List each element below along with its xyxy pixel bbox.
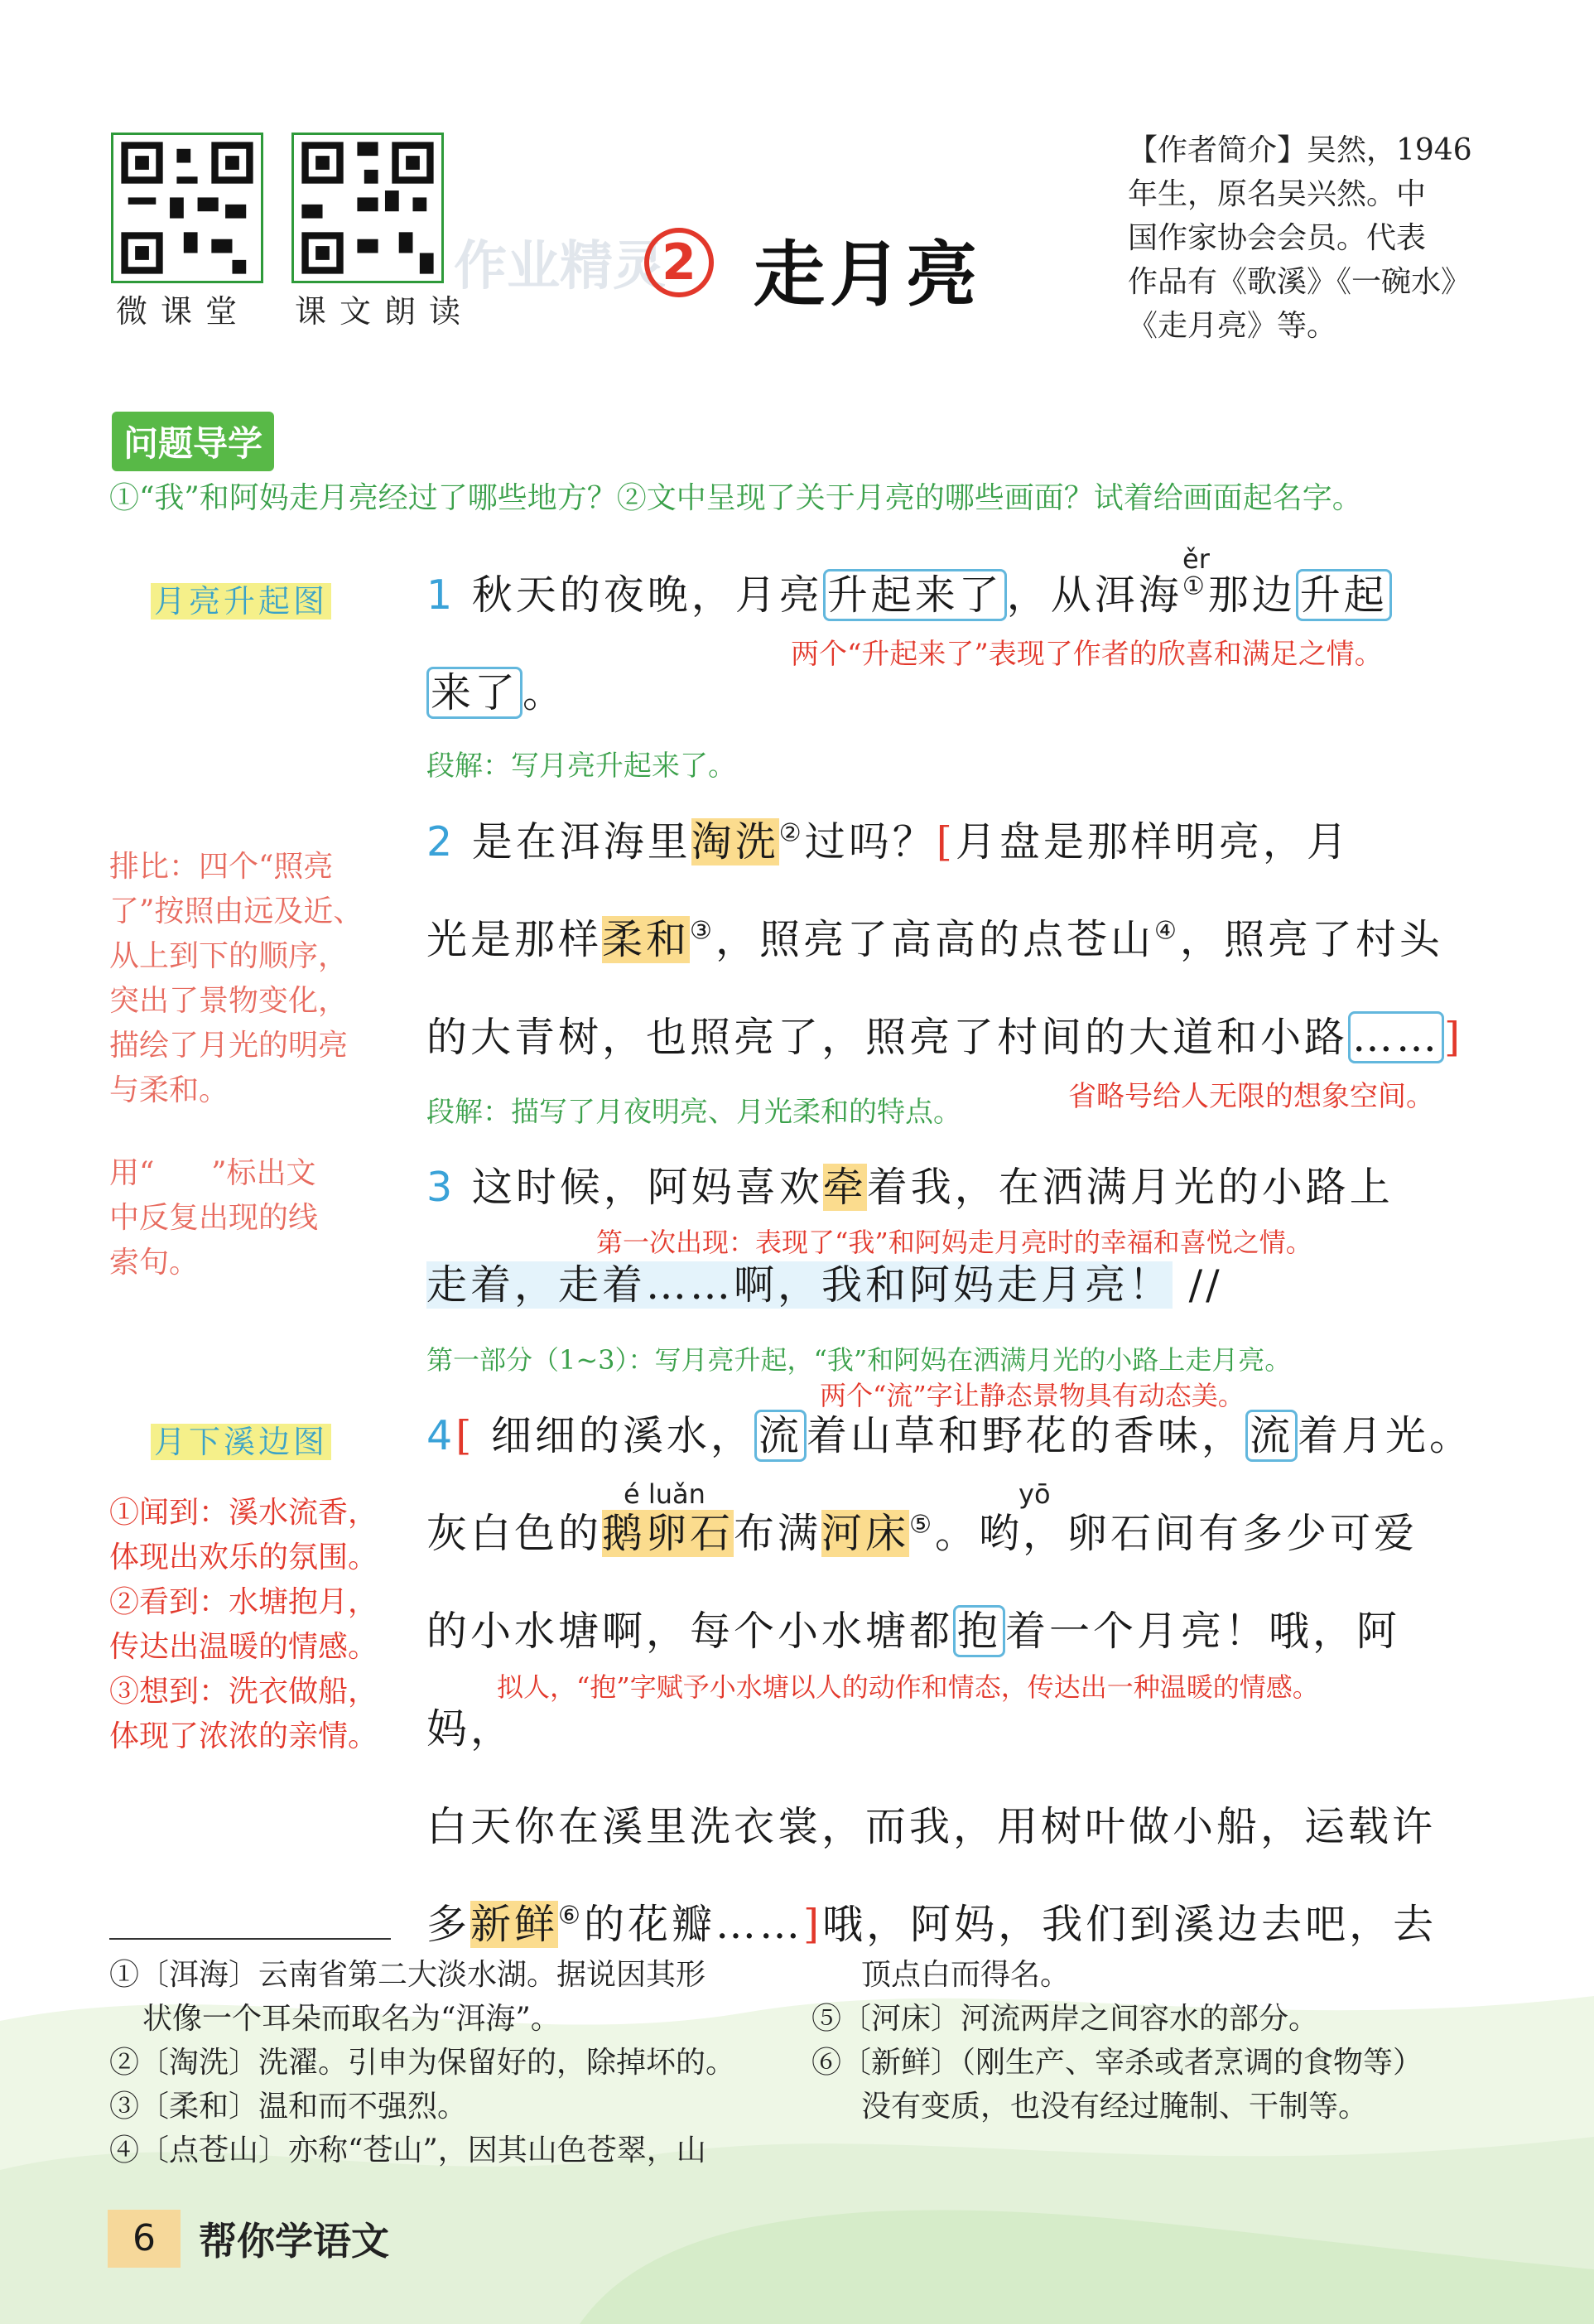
footnote-ref: ①: [1182, 571, 1208, 601]
text-run: 多: [426, 1901, 471, 1948]
side-note-mark-clue: [109, 1151, 391, 1285]
note-line: 体现出欢乐的氛围。: [109, 1540, 378, 1574]
note-line: 用“ ”标出文: [109, 1156, 316, 1190]
clue-sentence: 走着，走着……啊，我和阿妈走月亮！: [426, 1261, 1173, 1309]
qr-caption-micro-class: 微课堂: [116, 293, 251, 330]
footnote-ref: ④: [1153, 916, 1180, 946]
boxed-phrase: 升起来了: [823, 569, 1007, 621]
note-line: 与柔和。: [109, 1073, 229, 1107]
footnote-4a: ④〔点苍山〕亦称“苍山”，因其山色苍翠，山: [109, 2134, 706, 2167]
text-run: 过吗？: [804, 818, 937, 865]
side-label-stream: [151, 1416, 331, 1462]
section-divider: //: [1188, 1261, 1223, 1309]
qr-pattern-icon: [294, 135, 441, 281]
boxed-ellipsis: ……: [1348, 1011, 1444, 1063]
bracket-open: [: [455, 1412, 475, 1459]
footnote-6b: 没有变质，也没有经过腌制、干制等。: [861, 2090, 1369, 2124]
highlighted-word: 新鲜: [470, 1901, 559, 1948]
pinyin-eluan: é luǎn: [624, 1478, 706, 1510]
text-run: ，照亮了村头: [1179, 916, 1443, 963]
paragraph-number: 1: [426, 571, 456, 619]
bracket-close: ]: [802, 1901, 823, 1948]
text-run: 的小水塘啊，每个小水塘都: [426, 1608, 954, 1655]
text-run: 细细的溪水，: [490, 1412, 754, 1459]
footnote-divider: [109, 1938, 391, 1940]
segment-summary-2: 段解：描写了月夜明亮、月光柔和的特点。: [426, 1096, 961, 1129]
note-line: 中反复出现的线: [109, 1201, 319, 1235]
part-summary-1: 第一部分（1~3）：写月亮升起，“我”和阿妈在洒满月光的小路上走月亮。: [426, 1344, 1292, 1376]
text-run: 着我，在洒满月光的小路上: [866, 1164, 1394, 1211]
bracket-open: [: [936, 818, 956, 865]
note-line: 排比：四个“照亮: [109, 850, 334, 884]
text-run: 光是那样: [426, 916, 603, 963]
pinyin-er: ěr: [1182, 543, 1210, 575]
footnote-1a: ①〔洱海〕云南省第二大淡水湖。据说因其形: [109, 1958, 706, 1992]
text-run: 哦，阿妈，我们到溪边去吧，去: [822, 1901, 1437, 1948]
text-run: 。哟，卵石间有多少可爱: [934, 1510, 1418, 1557]
author-intro: [1128, 128, 1492, 348]
side-label-text: 月下溪边图: [151, 1424, 331, 1460]
bracket-close: ]: [1444, 1014, 1464, 1061]
footnote-ref: ⑥: [558, 1901, 584, 1931]
lesson-title: 走月亮: [754, 234, 982, 316]
text-run: 着一个月亮！哦，阿妈，: [426, 1608, 1401, 1753]
paragraph-number: 4: [426, 1412, 456, 1459]
footnote-ref: ③: [690, 916, 715, 946]
footnote-ref: ⑤: [909, 1510, 935, 1540]
paragraph-2: [426, 793, 1486, 1087]
watermark: 作业精灵: [454, 236, 666, 297]
footnote-1b: 状像一个耳朵而取名为“洱海”。: [142, 2002, 561, 2036]
footnote-5: ⑤〔河床〕河流两岸之间容水的部分。: [811, 2002, 1319, 2036]
note-line: ①闻到：溪水流香，: [109, 1496, 378, 1530]
author-line: 国作家协会会员。代表: [1128, 221, 1427, 255]
boxed-phrase: 来了: [426, 667, 523, 719]
boxed-word: 流: [754, 1410, 807, 1462]
text-run: 秋天的夜晚，月亮: [471, 571, 823, 619]
footnote-2: ②〔淘洗〕洗濯。引申为保留好的，除掉坏的。: [109, 2046, 736, 2080]
note-line: ③想到：洗衣做船，: [109, 1675, 378, 1709]
footnote-6a: ⑥〔新鲜〕（刚生产、宰杀或者烹调的食物等）: [811, 2046, 1423, 2080]
highlighted-word: 柔和: [602, 916, 691, 963]
note-first-appearance: 第一次出现：表现了“我”和阿妈走月亮时的幸福和喜悦之情。: [596, 1227, 1312, 1258]
paragraph-number: 3: [426, 1164, 456, 1211]
note-liu: 两个“流”字让静态景物具有动态美。: [820, 1380, 1245, 1411]
boxed-phrase: 升起: [1296, 569, 1392, 621]
lesson-number-badge: 2: [644, 228, 714, 297]
side-label-text: 月亮升起图: [151, 583, 331, 620]
highlighted-word: 淘洗: [691, 818, 779, 865]
segment-summary-1: 段解：写月亮升起来了。: [426, 750, 736, 783]
side-label-moonrise: [151, 576, 331, 621]
text-run: 布满: [734, 1510, 822, 1557]
text-run: 着月光。: [1297, 1412, 1473, 1459]
note-line: ②看到：水塘抱月，: [109, 1585, 378, 1619]
text-run: 着山草和野花的香味，: [806, 1412, 1245, 1459]
text-run: ，照亮了高高的点苍山: [715, 916, 1154, 963]
highlighted-word: 鹅卵石: [602, 1510, 734, 1557]
paragraph-number: 2: [426, 818, 456, 865]
boxed-word: 抱: [953, 1605, 1005, 1657]
text-run: 月盘是那样明亮，月: [955, 818, 1351, 865]
text-run: 是在洱海里: [471, 818, 691, 865]
text-run: 白天你在溪里洗衣裳，而我，用树叶做小船，运载许: [426, 1803, 1437, 1850]
book-title: 帮你学语文: [199, 2219, 389, 2264]
pinyin-yo: yō: [1019, 1478, 1051, 1510]
highlighted-word: 牵: [822, 1164, 867, 1211]
guide-questions: ①“我”和阿妈走月亮经过了哪些地方？②文中呈现了关于月亮的哪些画面？试着给画面起名字。: [109, 481, 1362, 515]
page-number: 6: [108, 2210, 181, 2268]
highlighted-word: 河床: [821, 1510, 910, 1557]
note-line: 描绘了月光的明亮: [109, 1029, 349, 1063]
qr-pattern-icon: [113, 135, 261, 281]
note-line: 突出了景物变化，: [109, 984, 349, 1018]
author-line: 《走月亮》等。: [1128, 309, 1337, 343]
qr-caption-reading: 课文朗读: [295, 293, 474, 330]
side-note-parallelism: [109, 845, 391, 1113]
side-note-senses: [109, 1491, 391, 1759]
guide-badge: 问题导学: [112, 412, 274, 471]
note-line: 体现了浓浓的亲情。: [109, 1719, 378, 1753]
boxed-word: 流: [1245, 1410, 1298, 1462]
text-run: 那边: [1207, 571, 1296, 619]
text-run: 的花瓣……: [583, 1901, 803, 1948]
footnote-3: ③〔柔和〕温和而不强烈。: [109, 2090, 468, 2124]
note-line: 传达出温暖的情感。: [109, 1630, 378, 1664]
note-line: 了”按照由远及近、: [109, 894, 364, 928]
footnote-ref: ②: [778, 818, 805, 848]
author-line: 【作者简介】吴然，1946: [1128, 133, 1472, 167]
text-run: 。: [523, 669, 567, 716]
note-ellipsis: 省略号给人无限的想象空间。: [1068, 1080, 1434, 1113]
footnote-4b: 顶点白而得名。: [861, 1958, 1071, 1992]
note-rising: 两个“升起来了”表现了作者的欣喜和满足之情。: [791, 638, 1383, 671]
text-run: 的大青树，也照亮了，照亮了村间的大道和小路: [426, 1014, 1349, 1061]
text-run: 灰白色的: [426, 1510, 603, 1557]
author-line: 作品有《歌溪》《一碗水》: [1128, 265, 1471, 299]
author-line: 年生，原名吴兴然。中: [1128, 177, 1427, 211]
qr-code-reading[interactable]: [291, 133, 444, 283]
note-bao: 拟人，“抱”字赋予小水塘以人的动作和情态，传达出一种温暖的情感。: [497, 1671, 1319, 1703]
note-line: 索句。: [109, 1246, 200, 1280]
qr-code-micro-class[interactable]: [111, 133, 263, 283]
text-run: ，从洱海: [1006, 571, 1182, 619]
note-line: 从上到下的顺序，: [109, 939, 349, 973]
text-run: 这时候，阿妈喜欢: [471, 1164, 823, 1211]
